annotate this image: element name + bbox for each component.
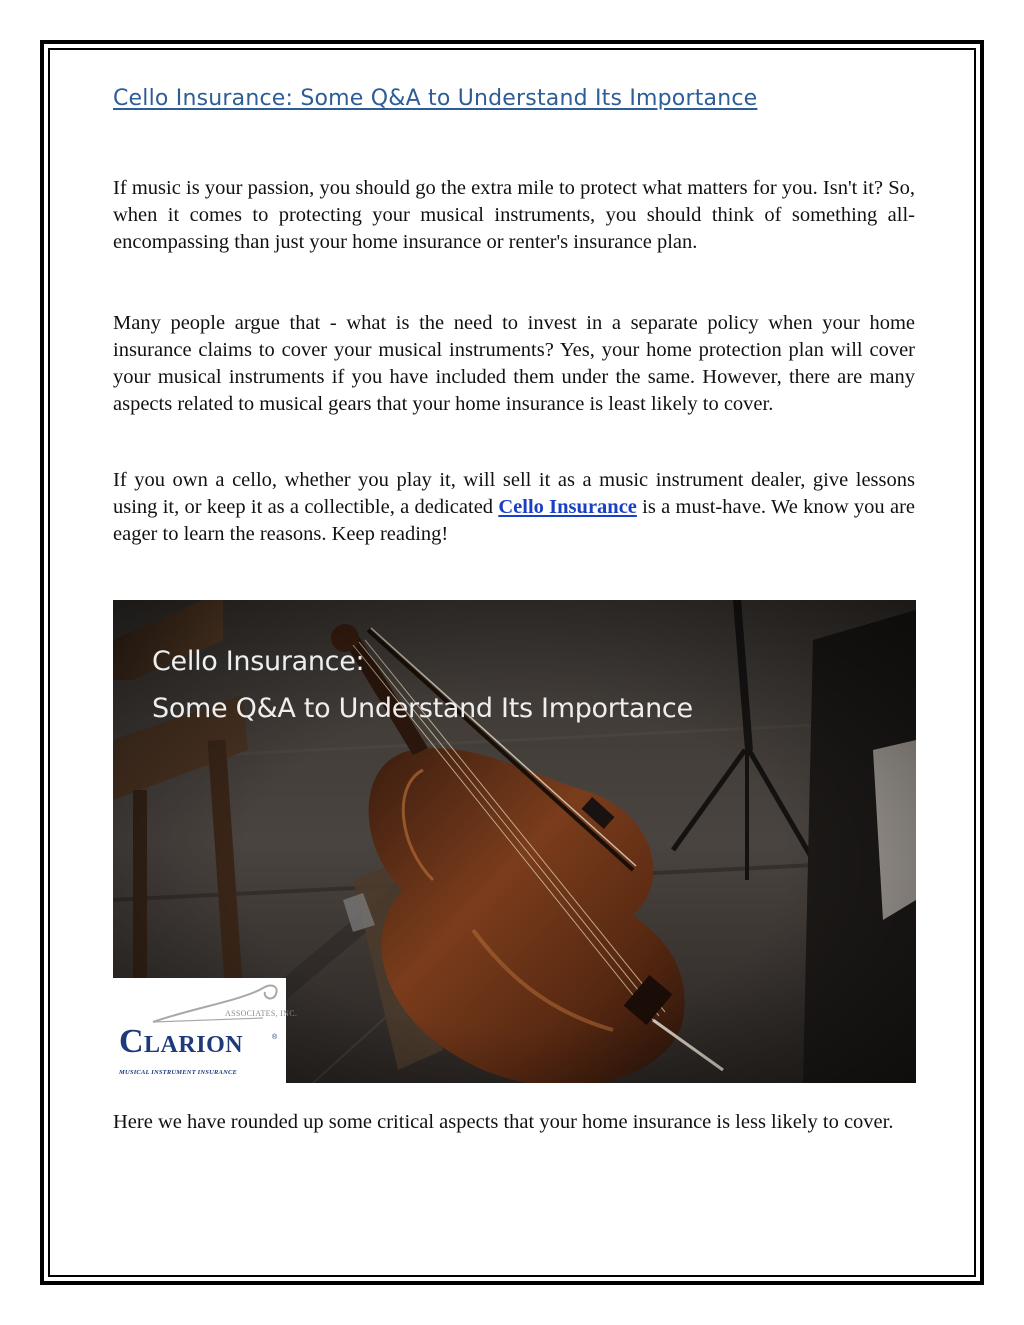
hero-title-line2: Some Q&A to Understand Its Importance: [152, 693, 693, 724]
paragraph-text-before-link: If you own a cello, whether you play it, will sell it as a music instrument dealer, give lessons using it, or keep it as a collectible, a dedicated: [113, 469, 915, 518]
hero-image: [113, 600, 916, 1083]
hero-title-line1: Cello Insurance:: [152, 646, 365, 677]
cello-owner-paragraph: [113, 467, 915, 548]
paragraph-text-after-link: is a must-have. We know you are eager to learn the reasons. Keep reading!: [113, 496, 915, 545]
logo-tagline: MUSICAL INSTRUMENT INSURANCE: [119, 1069, 238, 1076]
cello-insurance-link[interactable]: Cello Insurance: [498, 496, 637, 518]
intro-paragraph: If music is your passion, you should go the extra mile to protect what matters for you. Isn't it? So, when it comes to protecting your musical instruments, you should think of something all-encompassing than just your home insurance or renter's insurance plan.: [113, 177, 915, 253]
clarion-logo: [113, 978, 298, 1083]
logo-registered-mark: ®: [272, 1034, 278, 1041]
logo-associates-text: ASSOCIATES, INC.: [225, 1009, 298, 1018]
argument-paragraph: Many people argue that - what is the need to invest in a separate policy when your home insurance claims to cover your musical instruments? Yes, your home protection plan will cover your musical instruments if you have included them under the same. However, there are many aspects related to musical gears that your home insurance is least likely to cover.: [113, 312, 915, 415]
page-title: Cello Insurance: Some Q&A to Understand Its Importance: [113, 86, 758, 111]
closing-paragraph: Here we have rounded up some critical aspects that your home insurance is less likely to cover.: [113, 1111, 894, 1133]
logo-name: Clarion: [119, 1023, 244, 1060]
